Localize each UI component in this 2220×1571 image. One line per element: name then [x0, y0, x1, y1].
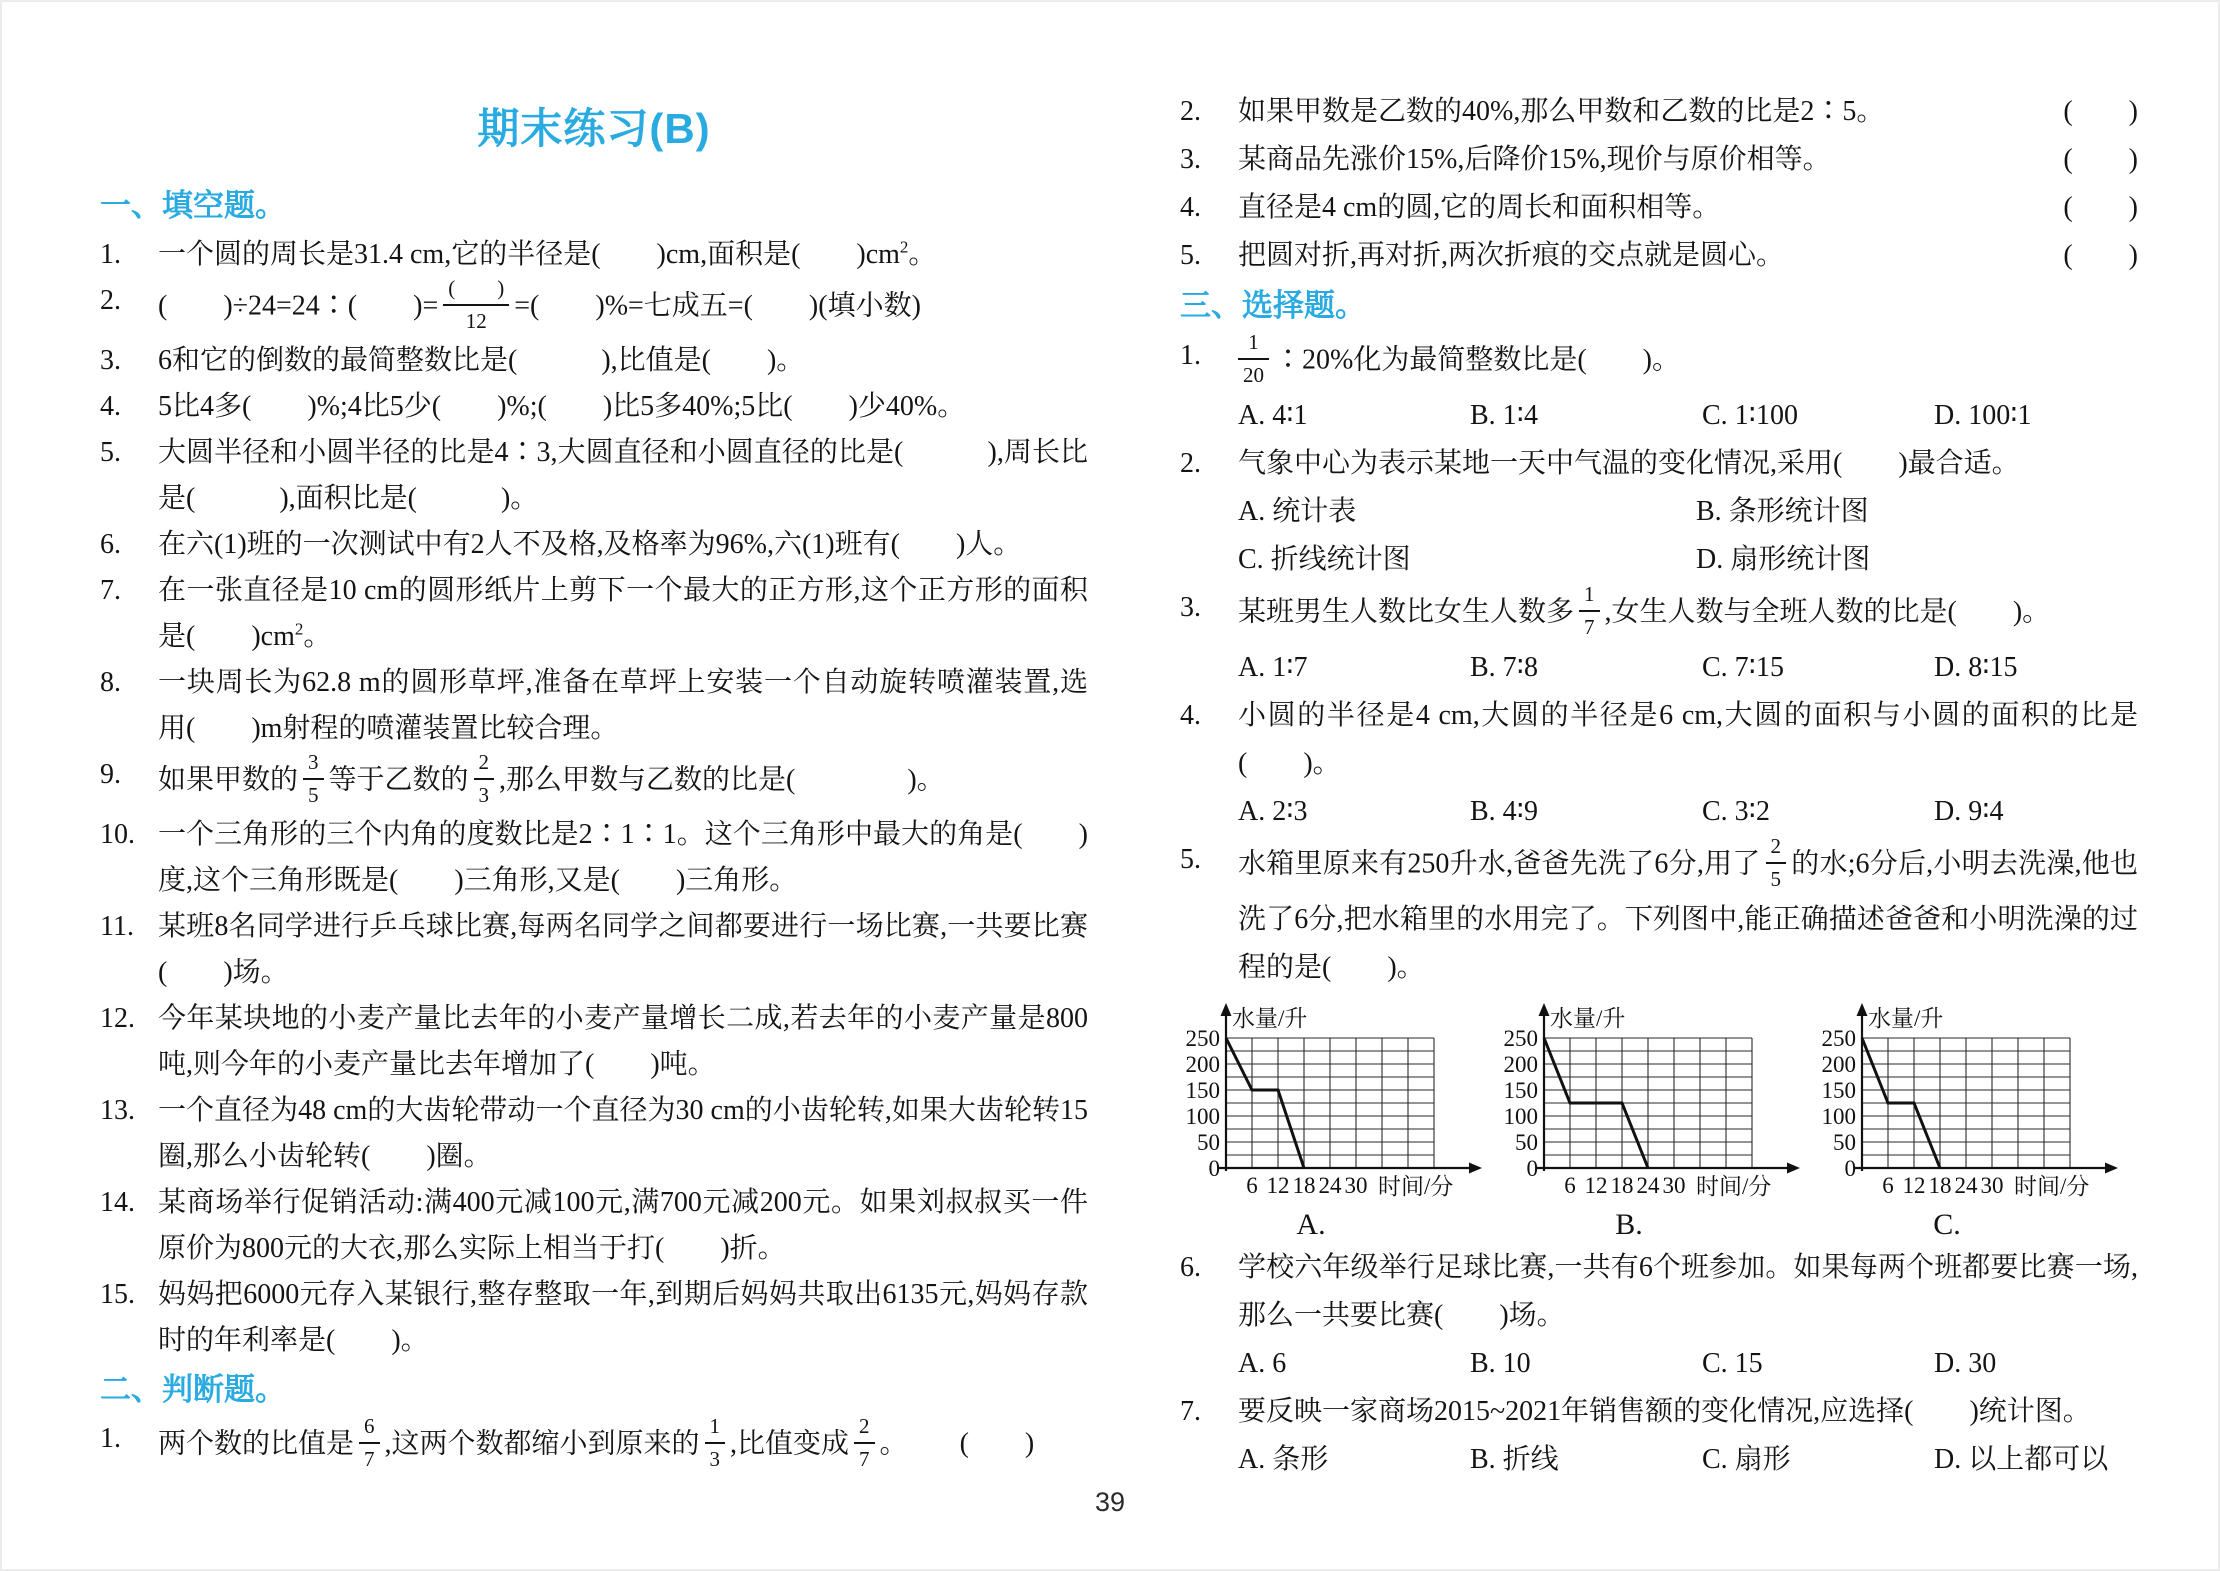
fraction — [854, 1413, 875, 1473]
choice-item-5 — [1180, 836, 2138, 992]
option-b: B. 折线 — [1470, 1444, 1559, 1475]
svg-text:12: 12 — [1584, 1173, 1608, 1198]
item-text: 把圆对折,再对折,两次折痕的交点就是圆心。 — [1238, 240, 1785, 271]
choice-1-options — [1180, 392, 2138, 440]
svg-text:18: 18 — [1610, 1173, 1634, 1198]
fraction-numerator: ( ) — [443, 275, 509, 306]
item-text: 水箱里原来有250升水,爸爸先洗了6分,用了 — [1238, 848, 1761, 880]
svg-text:时间/分: 时间/分 — [1696, 1174, 1772, 1199]
fraction-denominator: 20 — [1243, 363, 1264, 387]
item-text: ,那么甲数与乙数的比是( )。 — [499, 764, 945, 796]
item-text: 一个三角形的三个内角的度数比是2∶1∶1。这个三角形中最大的角是( )度,这个三角形既是( )三角形,又是( )三角形。 — [158, 819, 1088, 896]
fraction-numerator: 1 — [705, 1413, 726, 1444]
fraction-denominator: 7 — [859, 1447, 870, 1471]
item-text: ( )÷24=24∶( )= — [158, 290, 439, 322]
fraction — [443, 275, 509, 335]
superscript: 2 — [294, 619, 304, 639]
judge-item-3 — [1180, 136, 2138, 184]
svg-text:200: 200 — [1821, 1052, 1856, 1077]
fraction — [359, 1413, 380, 1473]
judge-item-4 — [1180, 184, 2138, 232]
svg-text:18: 18 — [1928, 1173, 1952, 1198]
item-text: 一个直径为48 cm的大齿轮带动一个直径为30 cm的小齿轮转,如果大齿轮转15圈,那么小齿轮转( )圈。 — [158, 1095, 1088, 1172]
fill-item-1 — [100, 232, 1088, 278]
fraction — [1766, 833, 1787, 893]
option-d: D. 9∶4 — [1934, 796, 2004, 827]
fill-item-11 — [100, 904, 1088, 996]
right-column — [1180, 88, 2138, 1484]
option-a: A. 4∶1 — [1238, 400, 1308, 431]
item-text: 如果甲数是乙数的40%,那么甲数和乙数的比是2∶5。 — [1238, 96, 1885, 127]
svg-text:150: 150 — [1185, 1078, 1220, 1103]
svg-text:水量/升: 水量/升 — [1868, 1006, 1944, 1031]
item-number: 3. — [1180, 144, 1201, 175]
fraction-numerator: 1 — [1238, 329, 1269, 360]
option-b: B. 4∶9 — [1470, 796, 1538, 827]
choice-item-6 — [1180, 1244, 2138, 1340]
choice-item-3 — [1180, 584, 2138, 644]
item-text: 等于乙数的 — [328, 764, 469, 796]
item-number: 2. — [1180, 448, 1201, 479]
svg-text:30: 30 — [1980, 1173, 2004, 1198]
svg-text:250: 250 — [1503, 1026, 1538, 1051]
item-number: 13. — [100, 1095, 135, 1126]
fraction-denominator: 5 — [308, 783, 319, 807]
fraction — [1238, 329, 1269, 389]
svg-text:50: 50 — [1833, 1130, 1856, 1155]
item-text: 。 — [303, 621, 332, 652]
fill-item-9 — [100, 752, 1088, 812]
line-chart-a — [1176, 1000, 1494, 1244]
svg-text:水量/升: 水量/升 — [1550, 1006, 1626, 1031]
item-text: 某商场举行促销活动:满400元减100元,满700元减200元。如果刘叔叔买一件原价为800元的大衣,那么实际上相当于打( )折。 — [158, 1187, 1088, 1264]
option-b: B. 10 — [1470, 1348, 1531, 1379]
svg-text:100: 100 — [1185, 1104, 1220, 1129]
item-number: 6. — [1180, 1252, 1201, 1283]
fill-item-10 — [100, 812, 1088, 904]
item-number: 1. — [100, 1423, 121, 1454]
item-number: 12. — [100, 1003, 135, 1034]
item-text: 气象中心为表示某地一天中气温的变化情况,采用( )最合适。 — [1238, 448, 2020, 479]
item-text: 某班8名同学进行乒乓球比赛,每两名同学之间都要进行一场比赛,一共要比赛( )场。 — [158, 911, 1088, 988]
svg-text:24: 24 — [1954, 1173, 1978, 1198]
chart-b-caption: B. — [1615, 1208, 1643, 1241]
item-text: 今年某块地的小麦产量比去年的小麦产量增长二成,若去年的小麦产量是800吨,则今年的小麦产量比去年增加了( )吨。 — [158, 1003, 1088, 1080]
option-d: D. 100∶1 — [1934, 400, 2032, 431]
answer-paren: ( ) — [2063, 240, 2138, 271]
option-a: A. 1∶7 — [1238, 652, 1308, 683]
choice-item-4 — [1180, 692, 2138, 788]
fraction — [474, 749, 495, 809]
fraction — [705, 1413, 726, 1473]
item-text: ,比值变成 — [730, 1428, 850, 1460]
fill-item-14 — [100, 1180, 1088, 1272]
fraction-denominator: 5 — [1770, 867, 1782, 891]
item-number: 7. — [1180, 1396, 1201, 1427]
item-number: 10. — [100, 819, 135, 850]
choice-item-7 — [1180, 1388, 2138, 1436]
option-a: A. 6 — [1238, 1348, 1287, 1379]
item-text: 如果甲数的 — [158, 764, 299, 796]
svg-text:0: 0 — [1526, 1156, 1538, 1181]
option-d: D. 8∶15 — [1934, 652, 2018, 683]
item-number: 11. — [100, 911, 134, 942]
page-title: 期末练习(B) — [477, 105, 711, 152]
item-text: ∶20%化为最简整数比是( )。 — [1274, 344, 1680, 376]
item-number: 2. — [1180, 96, 1201, 127]
fill-item-3 — [100, 338, 1088, 384]
line-chart-c-plot — [1812, 1000, 2130, 1206]
svg-text:100: 100 — [1821, 1104, 1856, 1129]
option-b: B. 1∶4 — [1470, 400, 1538, 431]
svg-text:6: 6 — [1564, 1173, 1576, 1198]
svg-text:水量/升: 水量/升 — [1232, 1006, 1308, 1031]
svg-text:0: 0 — [1208, 1156, 1220, 1181]
item-text: 一个圆的周长是31.4 cm,它的半径是( )cm,面积是( )cm — [158, 239, 900, 270]
item-text: 妈妈把6000元存入某银行,整存整取一年,到期后妈妈共取出6135元,妈妈存款时的年利率是( )。 — [158, 1279, 1088, 1356]
item-number: 2. — [100, 285, 121, 316]
item-number: 4. — [1180, 192, 1201, 223]
svg-text:24: 24 — [1318, 1173, 1342, 1198]
svg-text:100: 100 — [1503, 1104, 1538, 1129]
item-text: 。 — [908, 239, 937, 270]
item-number: 15. — [100, 1279, 135, 1310]
option-c: C. 7∶15 — [1702, 652, 1784, 683]
fraction-denominator: 7 — [1584, 615, 1595, 639]
choice-3-options — [1180, 644, 2138, 692]
option-d: D. 以上都可以 — [1934, 1444, 2109, 1475]
svg-text:0: 0 — [1844, 1156, 1856, 1181]
item-number: 7. — [100, 575, 121, 606]
option-b: B. 条形统计图 — [1696, 496, 1869, 527]
svg-text:6: 6 — [1246, 1173, 1258, 1198]
fraction-numerator: 6 — [359, 1413, 380, 1444]
section-heading-choice: 三、选择题。 — [1180, 288, 1366, 323]
fraction-numerator: 2 — [1766, 833, 1787, 864]
svg-text:6: 6 — [1882, 1173, 1894, 1198]
fill-item-12 — [100, 996, 1088, 1088]
svg-text:50: 50 — [1197, 1130, 1220, 1155]
option-b: B. 7∶8 — [1470, 652, 1538, 683]
item-number: 9. — [100, 759, 121, 790]
item-number: 5. — [1180, 240, 1201, 271]
item-number: 4. — [100, 391, 121, 422]
item-number: 5. — [1180, 844, 1201, 875]
item-text: 小圆的半径是4 cm,大圆的半径是6 cm,大圆的面积与小圆的面积的比是( )。 — [1238, 700, 2138, 779]
fill-item-2 — [100, 278, 1088, 338]
svg-text:30: 30 — [1344, 1173, 1368, 1198]
fraction-numerator: 3 — [303, 749, 324, 780]
option-c: C. 折线统计图 — [1238, 544, 1411, 575]
svg-text:24: 24 — [1636, 1173, 1660, 1198]
option-c: C. 1∶100 — [1702, 400, 1798, 431]
page-number: 39 — [1094, 1487, 1126, 1517]
item-text: 一块周长为62.8 m的圆形草坪,准备在草坪上安装一个自动旋转喷灌装置,选用( )m射程的喷灌装置比较合理。 — [158, 667, 1088, 744]
item-text: 两个数的比值是 — [158, 1428, 355, 1460]
item-number: 1. — [100, 239, 121, 270]
section-heading-fill: 一、填空题。 — [100, 188, 286, 223]
fraction-numerator: 1 — [1579, 581, 1600, 612]
svg-text:250: 250 — [1821, 1026, 1856, 1051]
item-number: 6. — [100, 529, 121, 560]
item-text: ,这两个数都缩小到原来的 — [384, 1428, 700, 1460]
fill-item-13 — [100, 1088, 1088, 1180]
item-number: 8. — [100, 667, 121, 698]
option-a: A. 2∶3 — [1238, 796, 1308, 827]
option-c: C. 扇形 — [1702, 1444, 1791, 1475]
item-text: 6和它的倒数的最简整数比是( ),比值是( )。 — [158, 345, 805, 376]
fill-item-8 — [100, 660, 1088, 752]
fill-item-7 — [100, 568, 1088, 660]
svg-text:250: 250 — [1185, 1026, 1220, 1051]
option-d: D. 扇形统计图 — [1696, 544, 1871, 575]
fraction-denominator: 12 — [465, 309, 487, 333]
item-number: 4. — [1180, 700, 1201, 731]
left-column — [100, 96, 1088, 1476]
item-text: 某班男生人数比女生人数多 — [1238, 596, 1575, 628]
item-text: =( )%=七成五=( )(填小数) — [514, 290, 921, 322]
svg-text:12: 12 — [1902, 1173, 1926, 1198]
svg-text:30: 30 — [1662, 1173, 1686, 1198]
choice-item-1 — [1180, 332, 2138, 392]
item-text: 大圆半径和小圆半径的比是4∶3,大圆直径和小圆直径的比是( ),周长比是( ),面积比是( )。 — [158, 437, 1088, 514]
svg-text:时间/分: 时间/分 — [2014, 1174, 2090, 1199]
item-text: 要反映一家商场2015~2021年销售额的变化情况,应选择( )统计图。 — [1238, 1396, 2091, 1427]
fill-item-5 — [100, 430, 1088, 522]
svg-text:时间/分: 时间/分 — [1378, 1174, 1454, 1199]
fraction-numerator: 2 — [854, 1413, 875, 1444]
option-c: C. 3∶2 — [1702, 796, 1770, 827]
fill-item-4 — [100, 384, 1088, 430]
choice-2-options-row1 — [1180, 488, 2138, 536]
chart-a-caption: A. — [1296, 1208, 1326, 1241]
option-d: D. 30 — [1934, 1348, 1997, 1379]
option-a: A. 统计表 — [1238, 496, 1357, 527]
judge-item-2 — [1180, 88, 2138, 136]
choice-item-2 — [1180, 440, 2138, 488]
item-number: 3. — [1180, 592, 1201, 623]
choice-2-options-row2 — [1180, 536, 2138, 584]
line-chart-b — [1494, 1000, 1812, 1244]
answer-paren: ( ) — [2063, 192, 2138, 223]
svg-text:200: 200 — [1503, 1052, 1538, 1077]
fill-item-15 — [100, 1272, 1088, 1364]
judge-item-5 — [1180, 232, 2138, 280]
svg-text:50: 50 — [1515, 1130, 1538, 1155]
item-text: 。 — [879, 1428, 908, 1460]
item-text: 直径是4 cm的圆,它的周长和面积相等。 — [1238, 192, 1721, 223]
svg-text:18: 18 — [1292, 1173, 1316, 1198]
item-text: 某商品先涨价15%,后降价15%,现价与原价相等。 — [1238, 144, 1831, 175]
fraction — [303, 749, 324, 809]
item-text: 的水;6分后,小明去洗澡,他也洗了6分,把水箱里的水用完了。下列图中,能正确描述爸爸和小明洗澡的过程的是( )。 — [1238, 848, 2138, 983]
item-text: 5比4多( )%;4比5少( )%;( )比5多40%;5比( )少40%。 — [158, 391, 966, 422]
choice-6-options — [1180, 1340, 2138, 1388]
answer-paren: ( ) — [2063, 144, 2138, 175]
item-text: 在六(1)班的一次测试中有2人不及格,及格率为96%,六(1)班有( )人。 — [158, 529, 1022, 560]
item-number: 3. — [100, 345, 121, 376]
svg-text:150: 150 — [1503, 1078, 1538, 1103]
item-text: 学校六年级举行足球比赛,一共有6个班参加。如果每两个班都要比赛一场,那么一共要比赛( )场。 — [1238, 1252, 2138, 1331]
item-text: ,女生人数与全班人数的比是( )。 — [1604, 596, 2051, 628]
line-chart-b-plot — [1494, 1000, 1812, 1206]
option-a: A. 条形 — [1238, 1444, 1329, 1475]
item-number: 14. — [100, 1187, 135, 1218]
line-chart-a-plot — [1176, 1000, 1494, 1206]
fill-item-6 — [100, 522, 1088, 568]
fraction-denominator: 3 — [709, 1447, 721, 1471]
fraction — [1579, 581, 1600, 641]
svg-text:200: 200 — [1185, 1052, 1220, 1077]
item-number: 5. — [100, 437, 121, 468]
fraction-denominator: 3 — [478, 783, 490, 807]
answer-paren: ( ) — [959, 1428, 1035, 1460]
superscript: 2 — [899, 237, 909, 257]
item-number: 1. — [1180, 340, 1201, 371]
svg-text:12: 12 — [1266, 1173, 1290, 1198]
item-text: 在一张直径是10 cm的圆形纸片上剪下一个最大的正方形,这个正方形的面积是( )cm — [158, 575, 1088, 652]
answer-paren: ( ) — [2063, 96, 2138, 127]
section-heading-judge: 二、判断题。 — [100, 1372, 286, 1407]
fraction-denominator: 7 — [364, 1447, 375, 1471]
fraction-numerator: 2 — [474, 749, 495, 780]
judge-item-1 — [100, 1416, 1088, 1476]
chart-c-caption: C. — [1933, 1208, 1961, 1241]
option-c: C. 15 — [1702, 1348, 1763, 1379]
svg-text:150: 150 — [1821, 1078, 1856, 1103]
line-chart-c — [1812, 1000, 2130, 1244]
choice-4-options — [1180, 788, 2138, 836]
choice-7-options — [1180, 1436, 2138, 1484]
water-volume-charts — [1176, 1000, 2138, 1244]
